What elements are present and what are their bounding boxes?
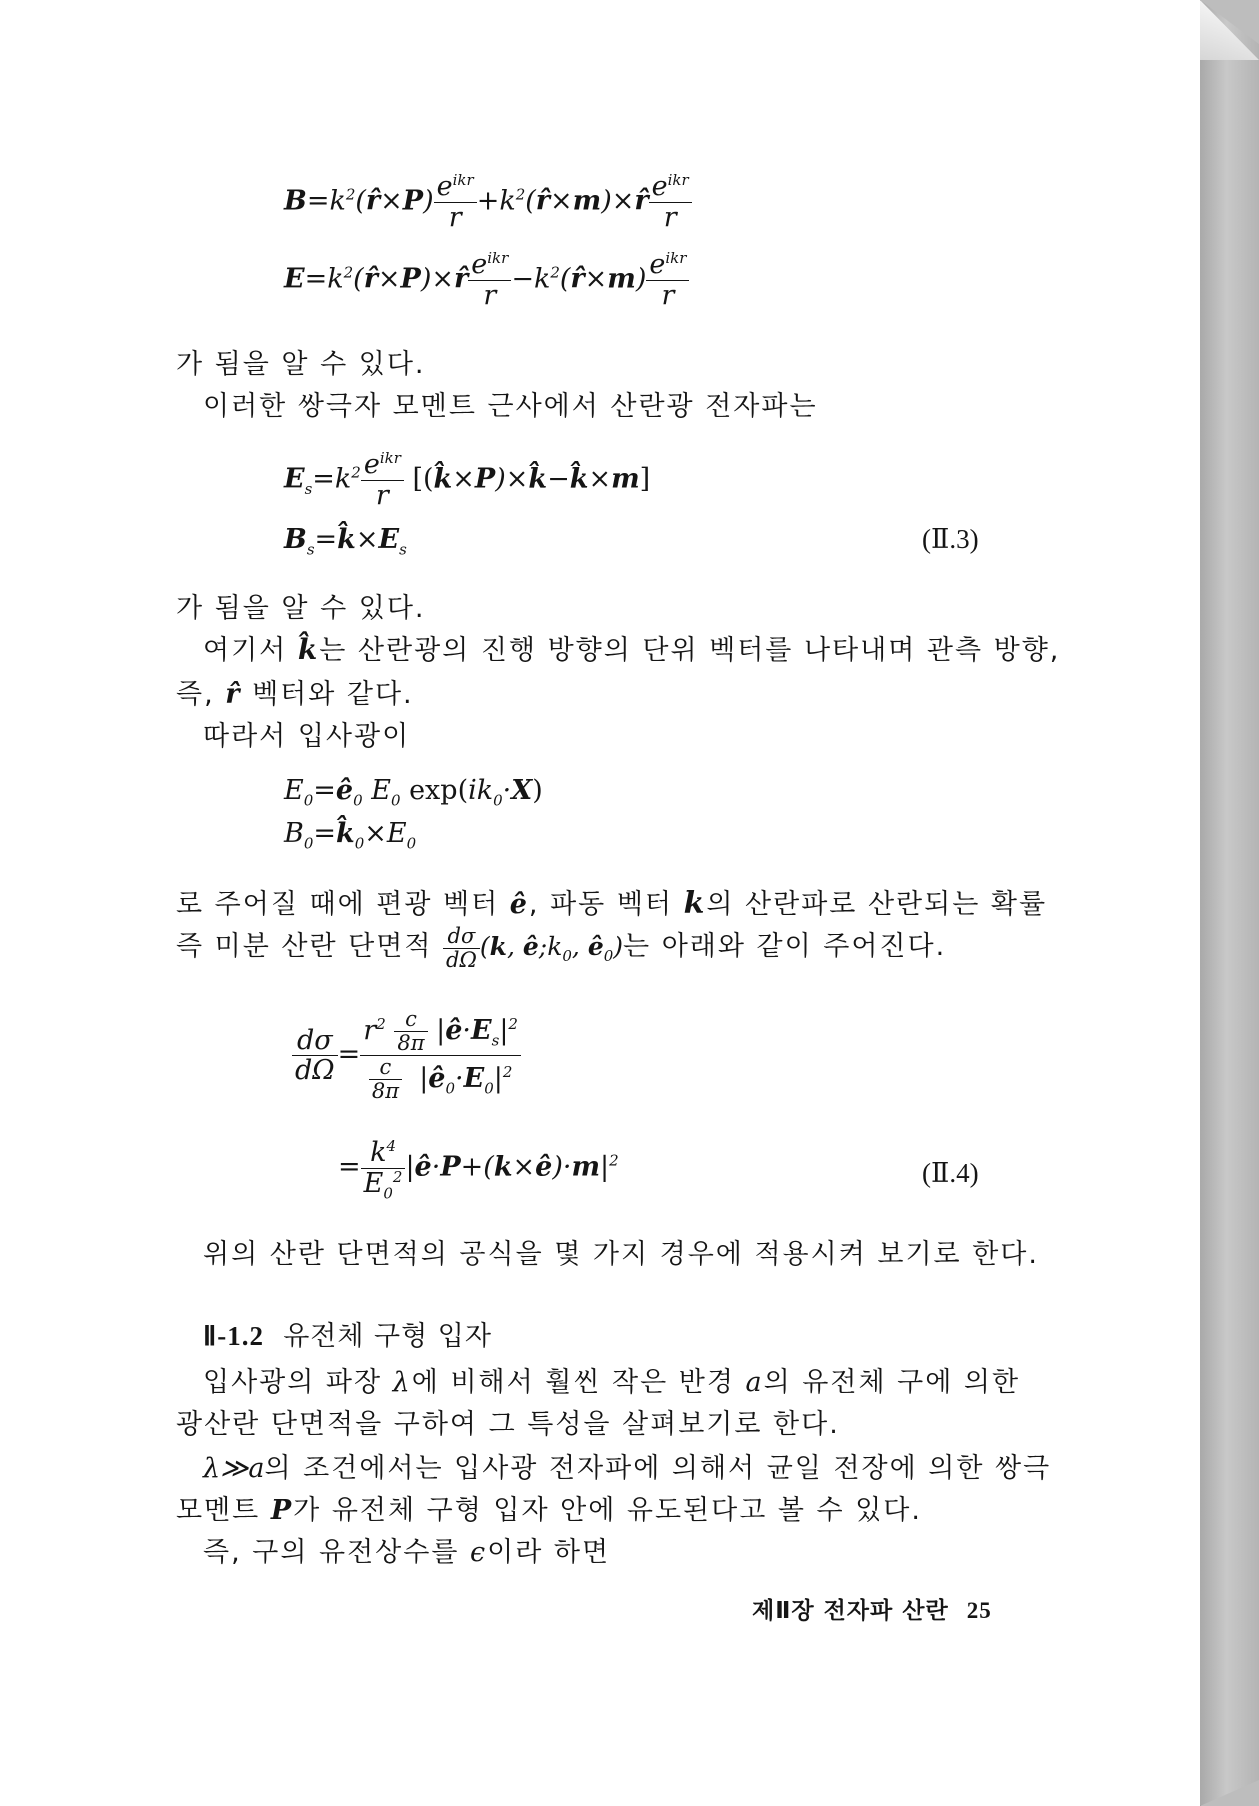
equation-cross-section-result: = $\frac{k^4}{E_0^2}$ $|ê\cdot P+(k\times ê)\cdot m|^2$ [338,1137,619,1203]
text-run: 즉 미분 산란 단면적 [176,931,443,962]
inline-symbol: a [745,1367,764,1398]
text-run: 모멘트 [176,1495,271,1526]
text-run: 는 산란광의 진행 방향의 단위 벡터를 나타내며 관측 방향, [319,635,1061,666]
text-run: 즉, [176,679,226,710]
paragraph-line: 가 됨을 알 수 있다. [176,349,426,380]
inline-symbol: ϵ [470,1537,488,1568]
paragraph-line [203,628,1060,667]
equation-e0: $E_0=ê_0$ $E_0$ $\exp(ik_0\cdot X)$ [284,775,543,810]
running-footer-title: 제Ⅱ장 전자파 산란 [752,1598,949,1624]
inline-symbol: λ [392,1367,412,1398]
inline-symbol: r̂ [225,679,242,710]
equation-e: $E=k^2(r̂\times P)\times r̂$ $\frac{e^{ikr}}{r}$ $-k^2(r̂\times m)$ $\frac{e^{ikr}}{r}$ [284,250,689,310]
text-run: 는 아래와 같이 주어진다. [623,931,947,962]
equation-bs: $B_s=k̂\times E_s$ [284,524,407,559]
inline-symbol: k [683,886,707,921]
page-number: 25 [966,1598,992,1623]
equation-cross-section: $\frac{d\sigma}{d\Omega}$ = $r^2$ $\frac{c}{8\pi}$ $|ê\cdot E_s|^2$ $\frac{c}{8\pi}$ $|ê_0\cdot E_0|^2$ [292,1008,521,1103]
paragraph-line [176,924,946,972]
text-run: 에 비해서 훨씬 작은 반경 [411,1367,746,1398]
paragraph-line: 이러한 쌍극자 모멘트 근사에서 산란광 전자파는 [203,391,818,422]
equation-b: $B=k^2(r̂\times P)$ $\frac{e^{ikr}}{r}$ $+k^2(r̂\times m)\times r̂$ $\frac{e^{ikr}}{r}$ [284,172,692,232]
inline-symbol: k̂ [297,633,320,666]
paragraph-line: 따라서 입사광이 [203,721,411,752]
paragraph-line [176,672,414,711]
page-footer [752,1592,992,1625]
inline-symbol: ê [509,889,529,920]
equation-label: (Ⅱ.4) [922,1158,979,1188]
inline-symbol: P [270,1495,294,1526]
section-title: 유전체 구형 입자 [283,1321,492,1352]
inline-expression: λ≫a [203,1453,265,1484]
text-run: 가 유전체 구형 입자 안에 유도된다고 볼 수 있다. [293,1495,922,1526]
equation-label: (Ⅱ.3) [922,524,979,554]
section-heading [203,1314,492,1353]
paragraph-line: 광산란 단면적을 구하여 그 특성을 살펴보기로 한다. [176,1409,840,1440]
text-run: 즉, 구의 유전상수를 [203,1537,470,1568]
inline-expression: $\frac{d\sigma}{d\Omega}$ (k, $ê;k_0$, $ê_0$) [443,932,623,961]
text-run: 여기서 [203,635,298,666]
paragraph-line [176,882,1047,921]
text-run: 로 주어질 때에 편광 벡터 [176,889,510,920]
paragraph-line [203,1530,610,1569]
text-run: 벡터와 같다. [241,679,414,710]
text-run: 의 유전체 구에 의한 [763,1367,1021,1398]
text-run: 입사광의 파장 [203,1367,393,1398]
paragraph-line: 가 됨을 알 수 있다. [176,593,426,624]
book-edge [1200,0,1259,1806]
text-run: 의 산란파로 산란되는 확률 [706,889,1048,920]
text-run: , 파동 벡터 [528,889,684,920]
equation-b0: $B_0=k̂_0\times E_0$ [284,818,417,853]
paragraph-line [176,1488,922,1527]
paragraph-line: 위의 산란 단면적의 공식을 몇 가지 경우에 적용시켜 보기로 한다. [203,1239,1039,1270]
equation-es: $E_s=k^2$ $\frac{e^{ikr}}{r}$ [(k̂×P)×k̂−k̂×m] [284,449,651,511]
text-run: 이라 하면 [487,1537,611,1568]
text-run: 의 조건에서는 입사광 전자파에 의해서 균일 전장에 의한 쌍극 [264,1453,1052,1484]
paragraph-line [203,1446,1051,1485]
section-number: Ⅱ-1.2 [203,1321,265,1351]
paragraph-line [203,1360,1020,1399]
